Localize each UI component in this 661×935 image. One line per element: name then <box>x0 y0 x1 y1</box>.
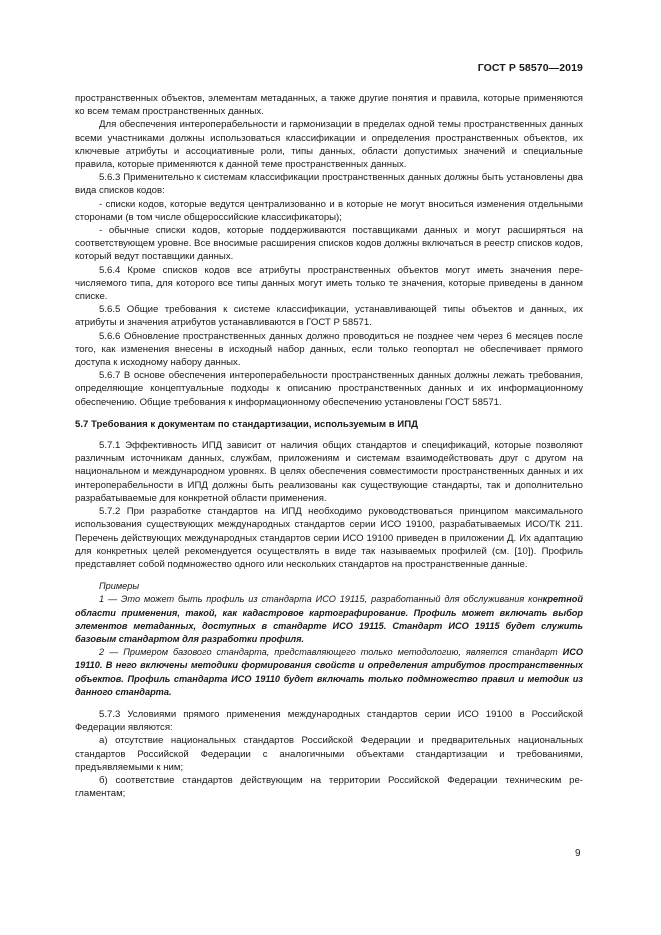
paragraph: 5.6.6 Обновление пространственных данных должно проводиться не позднее чем через 6 месяцев после того, как изменения внесены в исходный набор данных, если только геопортал не обеспечивает прямого доступа к исходному набору данных. <box>75 330 583 369</box>
list-item: а) отсутствие национальных стандартов Российской Федерации и предварительных национальных стандартов Российской Федерации с аналогичными объектами стандартизации и требованиями, предъявляемыми к ним; <box>75 735 583 773</box>
examples-block <box>75 580 583 699</box>
example-item <box>75 593 583 646</box>
example-lead: 2 — Примером базового стандарта, представляющего только методологию, является стандарт <box>99 647 558 658</box>
paragraph: 5.6.5 Общие требования к системе классификации, устанавливающей типы объектов и данных, их атрибуты и значения атрибутов устанавливаются в ГОСТ Р 58571. <box>75 304 583 329</box>
example-lead: 1 — Это может быть профиль из стандарта ИСО 19115, разработанный для обслуживания кон <box>99 594 543 605</box>
example-text: ИСО 19110. В него включены методики формирования свойств и определения атрибутов пространственных объектов. Профиль стандарта ИСО 19110 будет включать только подмножество правил и методик из данного стандарта. <box>75 647 583 697</box>
paragraph: 5.7.3 Условиями прямого применения международных стандартов серии ИСО 19100 в Российской Федерации являются: <box>75 708 583 734</box>
list-item: - списки кодов, которые ведутся централизованно и в которые не могут вноситься изменения отдельными сторонами (в том числе общероссийские классификаторы); <box>75 198 583 223</box>
examples-title: Примеры <box>99 581 140 592</box>
page-number: 9 <box>575 848 581 859</box>
list-item: б) соответствие стандартов действующим на территории Российской Федерации техническим регламентам; <box>75 774 583 800</box>
paragraph: 5.7.2 При разработке стандартов на ИПД необходимо руководствоваться принципом максимального использования существующих международных стандартов серии ИСО 19100, разрабатываемых ИСО/ТК 211. Перечень действующих международных стандартов серии ИСО 19100 приведен в приложении Д. Их адаптацию для конкретных целей рекомендуется осуществлять в виде так называемых профилей (см. [10]). Профиль представляет собой подмножество одного или нескольких стандартов на пространственные данные. <box>75 506 583 570</box>
list-item: - обычные списки кодов, которые поддерживаются поставщиками данных и могут расширяться на соответствующем уровне. Все вносимые расширения списков кодов должны включаться в реестр списков кодов, который ведут поставщики данных. <box>75 225 583 263</box>
document-body <box>75 92 583 800</box>
paragraph: Для обеспечения интероперабельности и гармонизации в пределах одной темы пространственных данных всеми участниками должны использоваться классификации и определения пространственных объектов, их ключевые атрибуты и ассоциативные роли, типы данных, области допустимых значений и специальные правила, которые применяются к данной теме пространственных данных. <box>75 119 583 171</box>
paragraph: 5.6.7 В основе обеспечения интероперабельности пространственных данных должны лежать требования, определяющие концептуальные подходы к описанию пространственных данных и их информационному обеспечению. Общие требования к информационному обеспечению установлены ГОСТ 58571. <box>75 370 583 408</box>
example-item <box>75 646 583 699</box>
example-text: кретной области применения, такой, как кадастровое картографирование. Профиль может включать выбор элементов метаданных, доступных в стандарте ИСО 19115. Стандарт ИСО 19115 будет служить базовым стандартом для разработки профиля. <box>75 594 583 644</box>
paragraph: пространственных объектов, элементам метаданных, а также другие понятия и правила, которые применяются ко всем темам пространственных данных. <box>75 93 583 118</box>
document-header: ГОСТ Р 58570—2019 <box>477 62 583 74</box>
paragraph: 5.7.1 Эффективность ИПД зависит от наличия общих стандартов и спецификаций, которые позволяют различным источникам данных, службам, приложениям и системам взаимодействовать друг с другом на национальном и международном уровнях. В целях обеспечения совместимости пространственных данных и их интероперабельности в ИПД должны быть реализованы как существующие стандарты, так и дополнительно разрабатываемые для конкретной области применения. <box>75 440 583 504</box>
paragraph: 5.6.3 Применительно к системам классификации пространственных данных должны быть установлены два вида списков кодов: <box>75 172 583 197</box>
paragraph: 5.6.4 Кроме списков кодов все атрибуты пространственных объектов могут иметь значения перечисляемого типа, для которого все типы данных могут иметь только те значения, которые приведены в данном списке. <box>75 264 583 303</box>
section-heading: 5.7 Требования к документам по стандартизации, используемым в ИПД <box>75 418 418 430</box>
